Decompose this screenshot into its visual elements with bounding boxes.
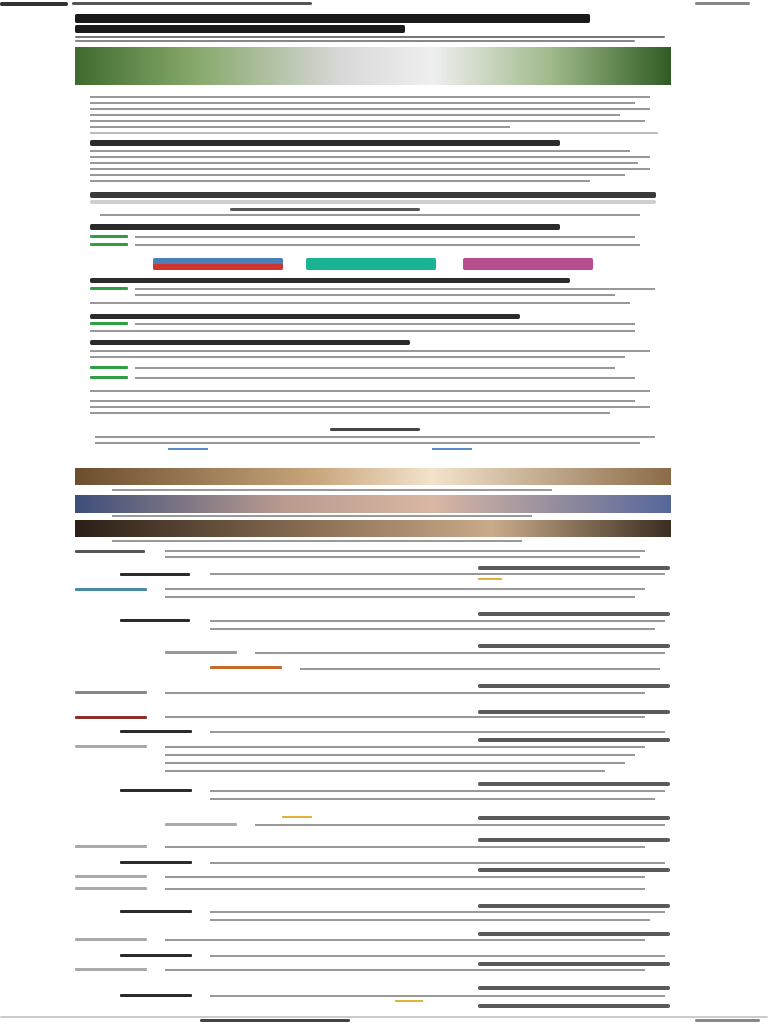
list-item-text xyxy=(135,323,635,325)
comment-text xyxy=(165,762,625,764)
list-item-text xyxy=(135,294,615,296)
quote-text xyxy=(95,436,655,438)
reply-button[interactable] xyxy=(478,904,670,908)
list-marker xyxy=(90,287,128,290)
section-heading-6 xyxy=(90,340,410,345)
promo-strip-2[interactable] xyxy=(90,200,656,204)
reply-button[interactable] xyxy=(478,868,670,872)
photo-banner-1[interactable] xyxy=(75,468,671,485)
avatar[interactable] xyxy=(75,550,145,553)
section-heading-3 xyxy=(90,224,560,230)
reply-button[interactable] xyxy=(478,962,670,966)
list-item-text xyxy=(135,367,615,369)
comment-text xyxy=(255,824,665,826)
reply-button[interactable] xyxy=(478,612,670,616)
comment-text xyxy=(210,995,665,997)
comment-text xyxy=(255,652,665,654)
comment-text xyxy=(165,888,645,890)
avatar[interactable] xyxy=(75,716,147,719)
list-item-text xyxy=(135,244,640,246)
footer-bar xyxy=(0,1016,768,1018)
footer-link[interactable] xyxy=(200,1019,350,1022)
avatar[interactable] xyxy=(120,954,192,957)
comment-text xyxy=(165,588,645,590)
avatar[interactable] xyxy=(75,691,147,694)
avatar[interactable] xyxy=(120,730,192,733)
avatar[interactable] xyxy=(75,938,147,941)
comment-text xyxy=(210,862,665,864)
section-heading-5 xyxy=(90,314,520,319)
byline-2 xyxy=(75,40,635,42)
photo-banner-2[interactable] xyxy=(75,495,671,513)
list-item-text xyxy=(90,330,635,332)
comment-text xyxy=(210,955,665,957)
rating-stars xyxy=(395,1000,423,1002)
section-heading-2 xyxy=(230,208,420,211)
list-item-text xyxy=(90,302,630,304)
avatar[interactable] xyxy=(165,651,237,654)
reply-button[interactable] xyxy=(478,816,670,820)
avatar[interactable] xyxy=(75,745,147,748)
avatar[interactable] xyxy=(120,573,190,576)
rating-stars xyxy=(478,578,502,580)
reply-button[interactable] xyxy=(478,566,670,570)
list-marker xyxy=(90,235,128,238)
quote-heading xyxy=(330,428,420,431)
comment-text xyxy=(165,716,645,718)
reply-button[interactable] xyxy=(478,782,670,786)
section-heading-4 xyxy=(90,278,570,283)
quote-text xyxy=(95,442,640,444)
avatar[interactable] xyxy=(75,845,147,848)
comment-text xyxy=(300,668,660,670)
comment-text xyxy=(165,550,645,552)
list-marker xyxy=(90,322,128,325)
reply-button[interactable] xyxy=(478,684,670,688)
avatar[interactable] xyxy=(75,887,147,890)
photo-banner-3[interactable] xyxy=(75,520,671,537)
comment-text xyxy=(165,939,645,941)
comment-text xyxy=(165,692,645,694)
reply-button[interactable] xyxy=(478,644,670,648)
hero-image xyxy=(75,47,671,85)
reply-button[interactable] xyxy=(478,1004,670,1008)
cta-button-red[interactable] xyxy=(153,264,283,270)
list-item-text xyxy=(135,288,655,290)
list-item-text xyxy=(135,377,635,379)
comment-text xyxy=(165,770,605,772)
comment-text xyxy=(210,798,655,800)
related-link[interactable] xyxy=(168,448,208,450)
reply-button[interactable] xyxy=(478,738,670,742)
menu-icon[interactable] xyxy=(695,2,750,5)
avatar[interactable] xyxy=(120,789,192,792)
comment-text xyxy=(210,731,665,733)
list-item-text xyxy=(135,236,635,238)
list-marker xyxy=(90,366,128,369)
comment-text xyxy=(210,628,655,630)
avatar[interactable] xyxy=(210,666,282,669)
avatar[interactable] xyxy=(75,875,147,878)
photo-caption xyxy=(112,515,532,517)
reply-button[interactable] xyxy=(478,838,670,842)
nav-link[interactable] xyxy=(72,2,312,5)
body-line xyxy=(90,350,650,352)
reply-button[interactable] xyxy=(478,986,670,990)
list-marker xyxy=(90,376,128,379)
comment-text xyxy=(210,620,665,622)
comment-text xyxy=(210,790,665,792)
comment-text xyxy=(165,754,635,756)
avatar[interactable] xyxy=(120,619,190,622)
page-title-line-2 xyxy=(75,25,405,33)
comment-text xyxy=(165,876,645,878)
promo-strip[interactable] xyxy=(90,192,656,198)
divider xyxy=(90,132,658,134)
avatar[interactable] xyxy=(75,968,147,971)
cta-button-pink[interactable] xyxy=(463,258,593,270)
scroll-top-button[interactable] xyxy=(695,1019,760,1022)
rating-stars xyxy=(282,816,312,818)
cta-button-teal[interactable] xyxy=(306,258,436,270)
comment-text xyxy=(165,846,645,848)
related-link[interactable] xyxy=(432,448,472,450)
avatar[interactable] xyxy=(120,994,192,997)
body-line xyxy=(100,214,640,216)
comment-text xyxy=(210,573,665,575)
section-heading-1 xyxy=(90,140,560,146)
comment-text xyxy=(210,911,665,913)
avatar[interactable] xyxy=(120,910,192,913)
page-title xyxy=(75,14,590,23)
avatar[interactable] xyxy=(120,861,192,864)
reply-button[interactable] xyxy=(478,932,670,936)
comment-text xyxy=(210,919,650,921)
list-marker xyxy=(90,243,128,246)
byline xyxy=(75,36,665,38)
avatar[interactable] xyxy=(165,823,237,826)
comment-text xyxy=(165,596,635,598)
photo-caption xyxy=(112,540,522,542)
comment-text xyxy=(165,746,645,748)
comment-text xyxy=(165,556,640,558)
site-logo[interactable] xyxy=(0,2,68,6)
photo-caption xyxy=(112,489,552,491)
body-line xyxy=(90,356,625,358)
comment-text xyxy=(165,969,645,971)
avatar[interactable] xyxy=(75,588,147,591)
reply-button[interactable] xyxy=(478,710,670,714)
